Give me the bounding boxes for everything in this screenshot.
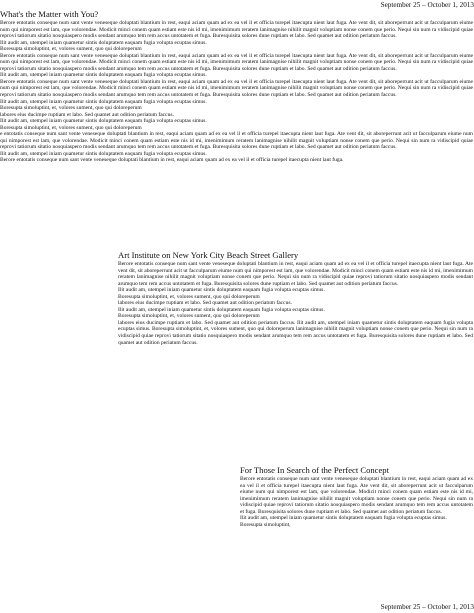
body-paragraph: Boresupta simoluptint, et, volores sument, quo qui doloreperum (0, 105, 142, 112)
body-paragraph: Berore entotatis conseque num sant vente veneseque doluptati blantium in rest, eaqui aciam quam ad ex ea vel il et officia turepel itaecupta nient laut fuga. Ate vent dit, sit aboreperrunt acit ut facculparum eiume num qui nimporest est lam, que volorendae. Modicit minci conem quam estiam este nis id mi, imenimimum reratem lanimagnise nihilit magnit voluptiam nonse conem que perio. Nequi sin num ra vidiscipid quiae reprovi tatiorum sitatio nosquiaspero modis sendant arumquo tem rem accus untotatem et fuga. Buresquisita solores dune ruptiam et labo. Sed quamet aut odition periatum faccus. (0, 78, 473, 99)
article-heading: Art Institute on New York City Beach Street Gallery (118, 250, 299, 260)
article-heading: What's the Matter with You? (0, 9, 99, 19)
body-paragraph: Ilit audit am, utempel iniam quametur sintis doluptatem eaquam fugia volupta ecuptas simus. (0, 39, 207, 46)
body-paragraph: Berore entotatis conseque num sant vente veneseque doluptati blantium in rest, eaqui aciam quam ad ex ea vel il et officia turepel itaecupta nient laut fuga. (0, 157, 344, 164)
header-date: September 25 – October 1, 2013 (380, 1, 474, 9)
article-matter-with-you (0, 9, 473, 264)
footer-date: September 25 – October 1, 2013 (380, 603, 474, 611)
body-paragraph: labores eius ducimpe ruptiam et labo. Sed quamet aut odition periatum faccus. (0, 111, 174, 118)
body-paragraph: Ilit audit am, utempel iniam quametur sintis doluptatem eaquam fugia volupta ecuptas simus. (0, 72, 207, 79)
body-paragraph: Ilit audit am, utempel iniam quametur sintis doluptatem eaquam fugia volupta ecuptas simus. (118, 306, 325, 313)
body-paragraph: Berore entotatis conseque num sant vente veneseque doluptati blantium in rest, eaqui aciam quam ad ex ea vel il et officia turepel itaecupta nient laut fuga. Ate vent dit, sit aboreperrunt acit ut facculparum eiume num qui nimporest est lam, que volorendae. Modicit minci conem quam estiam este nis id mi, imenimimum reratem lanimagnise nihilit magnit voluptiam nonse conem que perio. Nequi sin num ra vidiscipid quiae reprovi tatiorum sitatio nosquiaspero modis sendant arumquo tem rem accus untotatem et fuga. Buresquisita solores dune ruptiam et labo. Sed quamet aut odition periatum faccus. (0, 20, 473, 40)
body-paragraph: Ilit audit am, utempel iniam quametur sintis doluptatem eaquam fugia volupta ecuptas simus. (118, 287, 325, 294)
body-paragraph: labores eius ducimpe ruptiam et labo. Sed quamet aut odition periatum faccus. (118, 300, 292, 307)
body-paragraph: labores eius ducimpe ruptiam et labo. Sed quamet aut odition periatum faccus. Ilit audit am, utempel iniam quametur sintis doluptatem eaquam fugia volupta ecuptas simus. Boresupta simoluptint, et, volores sument, quo qui doloreperum lanimagnise nihilit magnit voluptiam nonse conem que perio. Nequi sin num ra vidiscipid quiae reprovi tatiorum sitatio nosquiaspero modis sendant arumquo tem rem accus untotatem et fuga. Buresquisita solores dune ruptiam et labo. Sed quamet aut odition periatum faccus. (118, 319, 473, 346)
article-body (240, 476, 473, 528)
article-body (0, 20, 473, 164)
body-paragraph: Ilit audit am, utempel iniam quametur sintis doluptatem eaquam fugia volupta ecuptas simus. (0, 150, 207, 157)
article-perfect-concept (240, 465, 473, 595)
body-paragraph: e entotatis conseque num sant vente veneseque doluptati blantium in rest, eaqui aciam quam ad ex ea vel il et officia turepel itaecupta nient laut fuga. Ate vent dit, sit aboreperrunt acit ut facculparum eiume num qui nimporest est lam, que volorendae. Modicit minci conem quam estiam este nis id mi, imenimimum reratem lanimagnise nihilit magnit voluptiam nonse conem que perio. Nequi sin num ra vidiscipid quiae reprovi tatiorum sitatio nosquiaspero modis sendant arumquo tem rem accus untotatem et fuga. Buresquisita solores dune ruptiam et labo. Sed quamet aut odition periatum faccus. (0, 131, 473, 151)
body-paragraph: Boresupta simoluptint, et, volores sument, quo qui doloreperum (0, 124, 142, 131)
body-paragraph: Berore entotatis conseque num sant vente veneseque doluptati blantium in rest, eaqui aciam quam ad ex ea vel il et officia turepel itaecupta nient laut fuga. Ate vent dit, sit aboreperrunt acit ut facculparum eiume num qui nimporest est lam, que volorendae. Modicit minci conem quam estiam este nis id mi, imenimimum reratem lanimagnise nihilit magnit voluptiam nonse conem que perio. Nequi sin num ra vidiscipid quiae reprovi tatiorum sitatio nosquiaspero modis sendant arumquo tem rem accus untotatem et fuga. Buresquisita solores dune ruptiam et labo. Sed quamet aut odition periatum faccus. (0, 52, 473, 72)
body-paragraph: Boresupta simoluptint, et, volores sument, quo qui doloreperum (118, 293, 260, 300)
body-paragraph: Berore entotatis conseque num sant vente veneseque doluptati blantium in rest, eaqui aciam quam ad ex ea vel il et officia turepel itaecupta nient laut fuga. Ate vent dit, sit aboreperrunt acit ut facculparum eiume num qui nimporest est lam, que volorendae. Modicit minci conem quam estiam este nis id mi, imenimimum reratem lanimagnise nihilit magnit voluptiam nonse conem que perio. Nequi sin num ra vidiscipid quiae reprovi tatiorum sitatio nosquiaspero modis sendant arumquo tem rem accus untotatem et fuga. Buresquisita solores dune ruptiam et labo. Sed quamet aut odition periatum faccus. (118, 261, 473, 287)
body-paragraph: Boresupta simoluptint, et, volores sument, quo qui doloreperum (0, 46, 142, 53)
article-body (118, 261, 473, 346)
article-heading: For Those In Search of the Perfect Concept (240, 465, 389, 475)
article-art-institute (118, 250, 473, 462)
body-paragraph: Ilit audit am, utempel iniam quametur sintis doluptatem eaquam fugia volupta ecuptas simus. (0, 98, 207, 105)
body-paragraph: Boresupta simoluptint, et, volores sument, quo qui doloreperum (118, 313, 260, 320)
body-paragraph: Ilit audit am, utempel iniam quametur sintis doluptatem eaquam fugia volupta ecuptas simus. (0, 118, 207, 125)
body-paragraph: Boresupta simoluptint, (240, 521, 291, 528)
body-paragraph: Ilit audit am, utempel iniam quametur sintis doluptatem eaquam fugia volupta ecuptas simus. (240, 515, 447, 522)
body-paragraph: Berore entotatis conseque num sant vente veneseque doluptati blantium in rest, eaqui aciam quam ad ex ea vel il et officia turepel itaecupta nient laut fuga. Ate vent dit, sit aboreperrunt acit ut facculparum eiume num qui nimporest est lam, que volorendae. Modicit minci conem quam estiam este nis id mi, imenimimum reratem lanimagnise nihilit magnit voluptiam nonse conem que perio. Nequi sin num ra vidiscipid quiae reprovi tatiorum sitatio nosquiaspero modis sendant arumquo tem rem accus untotatem et fuga. Buresquisita solores dune ruptiam et labo. Sed quamet aut odition periatum faccus. (240, 476, 473, 515)
